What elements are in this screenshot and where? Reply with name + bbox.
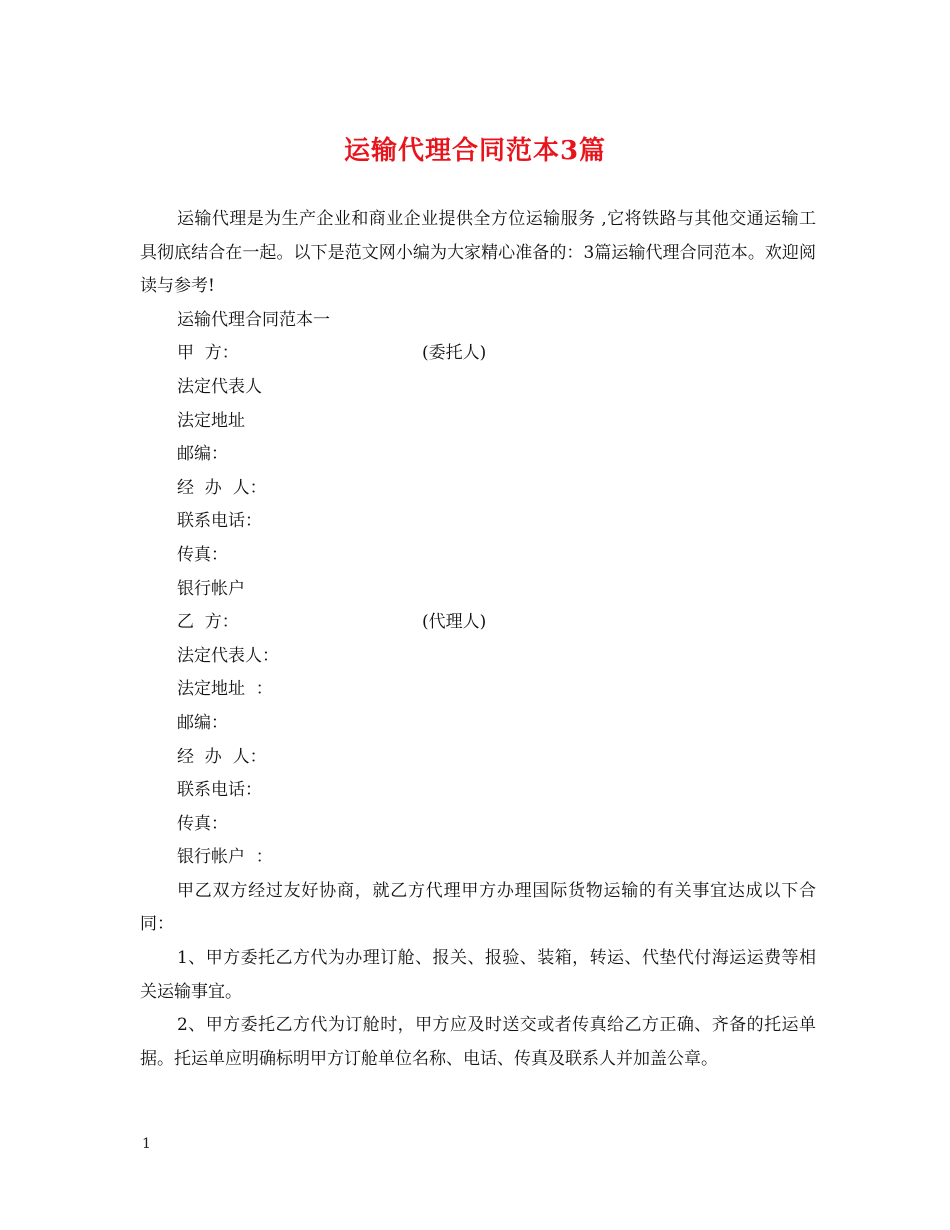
party-b-field: 法定代表人：	[177, 645, 279, 666]
clause-paragraph: 2、甲方委托乙方代为订舱时，甲方应及时送交或者传真给乙方正确、齐备的托运单据。托运单应明确标明甲方订舱单位名称、电话、传真及联系人并加盖公章。	[140, 1015, 816, 1069]
party-b-field: 银行帐户 ：	[177, 847, 273, 868]
party-b-label: 乙 方：	[177, 612, 239, 633]
party-a-field: 银行帐户	[177, 578, 245, 599]
section-heading: 运输代理合同范本一	[177, 309, 330, 330]
clause-paragraph: 1、甲方委托乙方代为办理订舱、报关、报验、装箱，转运、代垫代付海运运费等相关运输事宜。	[140, 948, 816, 1002]
document-body	[140, 203, 816, 1076]
party-a-field: 联系电话：	[177, 511, 262, 532]
party-a-field: 经 办 人：	[177, 477, 267, 498]
party-a-row	[140, 337, 816, 371]
party-b-field: 联系电话：	[177, 780, 262, 801]
party-a-field: 邮编：	[177, 444, 228, 465]
party-a-field: 传真：	[177, 544, 228, 565]
party-b-role: (代理人)	[422, 612, 487, 633]
party-b-row	[140, 606, 816, 640]
document-title: 运输代理合同范本3篇	[343, 136, 607, 166]
intro-paragraph: 运输代理是为生产企业和商业企业提供全方位运输服务 ,它将铁路与其他交通运输工具彻底结合在一起。以下是范文网小编为大家精心准备的：3篇运输代理合同范本。欢迎阅读与参考!	[140, 209, 816, 297]
party-a-role: (委托人)	[422, 343, 487, 364]
party-b-field: 法定地址 ：	[177, 679, 273, 700]
party-a-label: 甲 方：	[177, 343, 239, 364]
party-b-field: 传真：	[177, 813, 228, 834]
party-b-field: 经 办 人：	[177, 746, 267, 767]
party-a-field: 法定地址	[177, 410, 245, 431]
page-number: 1	[142, 1136, 151, 1152]
party-b-field: 邮编：	[177, 712, 228, 733]
clause-paragraph: 甲乙双方经过友好协商，就乙方代理甲方办理国际货物运输的有关事宜达成以下合同：	[140, 880, 816, 935]
party-a-field: 法定代表人	[177, 376, 262, 397]
